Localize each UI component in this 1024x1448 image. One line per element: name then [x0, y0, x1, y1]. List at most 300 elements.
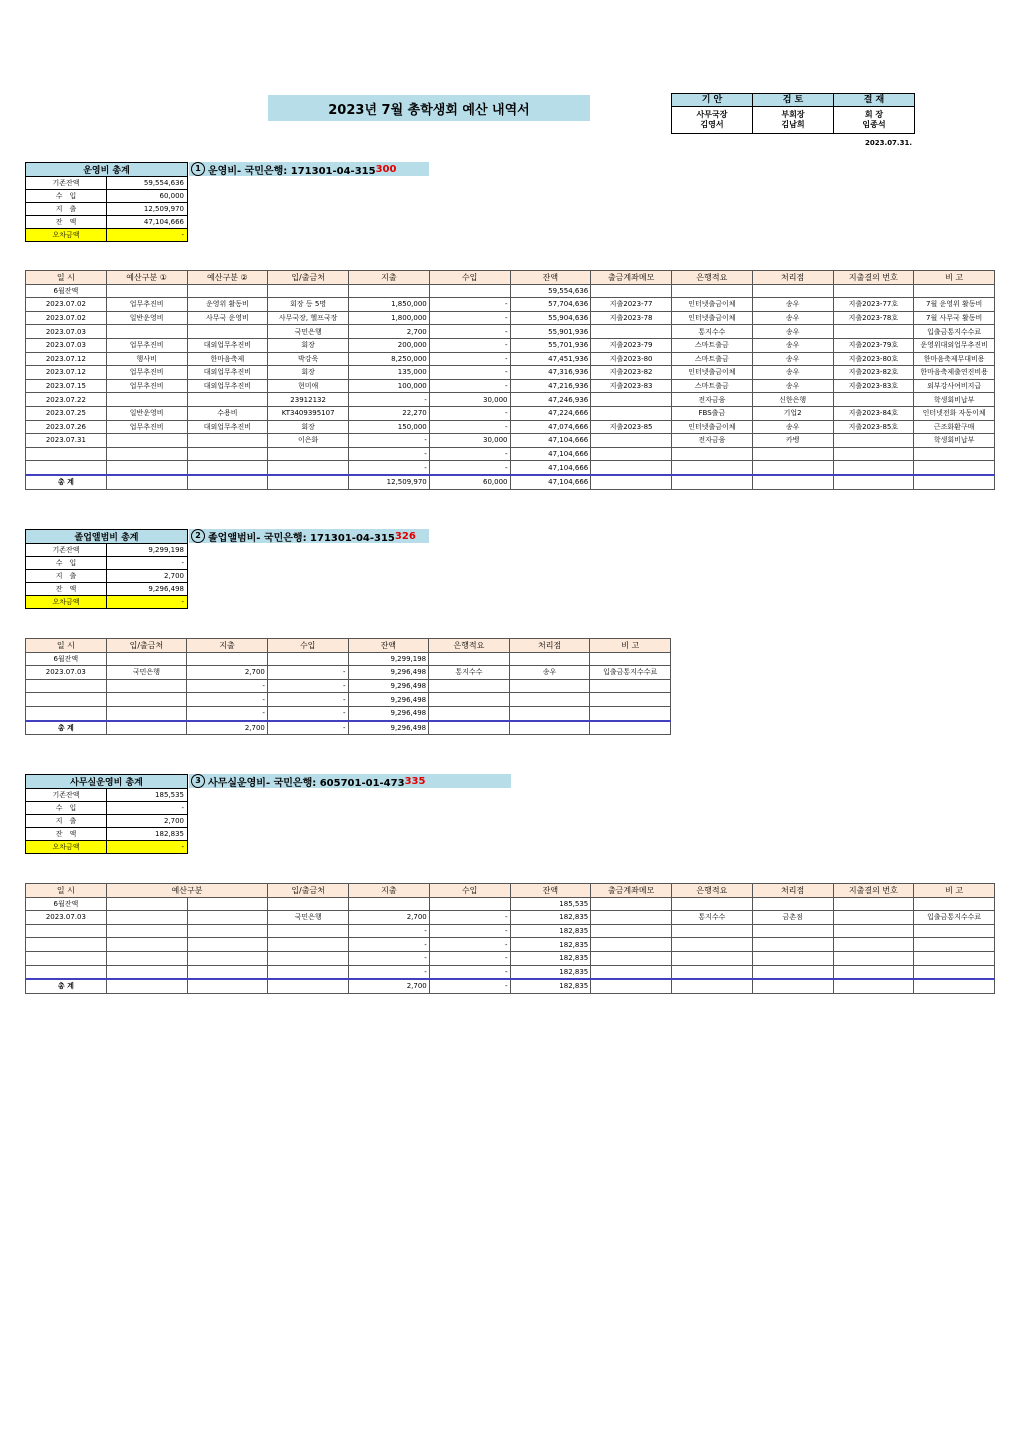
- table-cell: 전자금융: [672, 434, 753, 448]
- column-header: 비 고: [914, 884, 995, 898]
- table-row: [26, 366, 995, 380]
- summary-value: 12,509,970: [107, 203, 188, 216]
- operating-summary-table: [25, 162, 188, 242]
- table-cell: 지출2023-77호: [833, 298, 914, 312]
- table-cell: 근조화환구매: [914, 420, 995, 434]
- table-cell: 100,000: [349, 379, 430, 393]
- table-cell: [429, 897, 510, 911]
- total-row: [26, 475, 995, 489]
- table-cell: 182,835: [510, 965, 591, 979]
- table-cell: 8,250,000: [349, 352, 430, 366]
- table-cell: 업무추진비: [106, 420, 187, 434]
- table-cell: 지출2023-79: [591, 338, 672, 352]
- table-row: [26, 461, 995, 475]
- table-cell: [914, 924, 995, 938]
- table-cell: 7월 사무국 활동비: [914, 311, 995, 325]
- column-header: 출금계좌메모: [591, 884, 672, 898]
- table-cell: [509, 706, 590, 720]
- table-cell: [591, 979, 672, 993]
- table-row: [26, 379, 995, 393]
- table-cell: -: [349, 461, 430, 475]
- table-cell: -: [349, 938, 430, 952]
- table-cell: [672, 951, 753, 965]
- table-cell: -: [429, 406, 510, 420]
- table-cell: 47,074,666: [510, 420, 591, 434]
- table-cell: -: [349, 965, 430, 979]
- table-cell: [590, 693, 671, 707]
- table-cell: [349, 284, 430, 298]
- summary-label: 지 출: [26, 815, 107, 828]
- table-cell: 학생회비납부: [914, 434, 995, 448]
- table-cell: [914, 897, 995, 911]
- table-cell: 12,509,970: [349, 475, 430, 489]
- summary-label: 기존잔액: [26, 177, 107, 190]
- table-row: [26, 434, 995, 448]
- column-header: 지출: [349, 884, 430, 898]
- table-cell: 대외업무추진비: [187, 338, 268, 352]
- summary-label: 잔 액: [26, 216, 107, 229]
- table-cell: [268, 938, 349, 952]
- table-cell: 인터넷출금이체: [672, 420, 753, 434]
- table-cell: -: [429, 366, 510, 380]
- table-cell: [590, 706, 671, 720]
- table-cell: 전자금융: [672, 393, 753, 407]
- section-number: 2: [191, 529, 205, 543]
- table-cell: [509, 652, 590, 666]
- table-cell: 사무국장, 헬프국장: [268, 311, 349, 325]
- table-cell: 대외업무추진비: [187, 379, 268, 393]
- table-cell: [833, 461, 914, 475]
- table-cell: 22,270: [349, 406, 430, 420]
- table-cell: [752, 447, 833, 461]
- table-cell: 2023.07.03: [26, 325, 107, 339]
- table-cell: 6월잔액: [26, 652, 107, 666]
- table-cell: 150,000: [349, 420, 430, 434]
- table-cell: 23912132: [268, 393, 349, 407]
- table-row: [26, 706, 671, 720]
- table-cell: 9,296,498: [348, 706, 429, 720]
- table-cell: [833, 951, 914, 965]
- table-cell: [591, 406, 672, 420]
- column-header: 처리점: [752, 271, 833, 285]
- table-cell: [187, 911, 268, 925]
- table-header-row: [26, 271, 995, 285]
- table-cell: 스마트출금: [672, 338, 753, 352]
- table-cell: 운영위 활동비: [187, 298, 268, 312]
- approval-header: 결 재: [834, 94, 915, 107]
- table-cell: -: [429, 311, 510, 325]
- table-cell: -: [429, 352, 510, 366]
- column-header: 처리점: [752, 884, 833, 898]
- table-row: [26, 406, 995, 420]
- table-cell: 이은화: [268, 434, 349, 448]
- table-cell: 지출2023-84호: [833, 406, 914, 420]
- table-cell: [833, 393, 914, 407]
- table-cell: 1,850,000: [349, 298, 430, 312]
- album-ledger-table: [25, 638, 671, 735]
- table-cell: -: [429, 979, 510, 993]
- column-header: 예산구분 ②: [187, 271, 268, 285]
- table-cell: 스마트출금: [672, 352, 753, 366]
- table-cell: 182,835: [510, 911, 591, 925]
- table-header-row: [26, 639, 671, 653]
- table-cell: [187, 897, 268, 911]
- table-cell: 사무국 운영비: [187, 311, 268, 325]
- column-header: 일 시: [26, 884, 107, 898]
- table-cell: 지출2023-78: [591, 311, 672, 325]
- table-cell: [672, 938, 753, 952]
- column-header: 출금계좌메모: [591, 271, 672, 285]
- table-cell: -: [429, 951, 510, 965]
- table-row: [26, 284, 995, 298]
- table-cell: [672, 447, 753, 461]
- table-cell: 카뱅: [752, 434, 833, 448]
- table-cell: 일반운영비: [106, 311, 187, 325]
- table-cell: 6월잔액: [26, 284, 107, 298]
- table-cell: [509, 679, 590, 693]
- table-cell: [26, 706, 107, 720]
- table-cell: [590, 721, 671, 735]
- office-summary-table: [25, 774, 188, 854]
- section-heading: [189, 162, 429, 176]
- table-cell: [268, 897, 349, 911]
- table-cell: [672, 979, 753, 993]
- table-cell: [752, 284, 833, 298]
- table-cell: 2023.07.12: [26, 366, 107, 380]
- table-cell: 2023.07.25: [26, 406, 107, 420]
- table-cell: 송우: [752, 325, 833, 339]
- table-row: [26, 298, 995, 312]
- table-cell: [672, 284, 753, 298]
- account-number: 운영비- 국민은행: 171301-04-315: [208, 165, 376, 177]
- operating-ledger-table: [25, 270, 995, 490]
- table-cell: [429, 706, 510, 720]
- table-cell: [833, 979, 914, 993]
- table-cell: [591, 924, 672, 938]
- table-cell: [187, 965, 268, 979]
- table-cell: [106, 652, 187, 666]
- table-cell: -: [267, 666, 348, 680]
- table-cell: 신한은행: [752, 393, 833, 407]
- table-cell: -: [267, 721, 348, 735]
- table-cell: -: [429, 911, 510, 925]
- table-row: [26, 951, 995, 965]
- table-cell: [591, 965, 672, 979]
- table-cell: [752, 951, 833, 965]
- table-cell: 60,000: [429, 475, 510, 489]
- table-cell: 송우: [509, 666, 590, 680]
- table-cell: 2023.07.26: [26, 420, 107, 434]
- table-cell: 47,316,936: [510, 366, 591, 380]
- table-cell: [106, 461, 187, 475]
- column-header: 입/출금처: [268, 271, 349, 285]
- table-header-row: [26, 884, 995, 898]
- summary-value: -: [107, 596, 188, 609]
- table-cell: 한마음축제무대비용: [914, 352, 995, 366]
- summary-value: -: [107, 802, 188, 815]
- table-cell: 2023.07.03: [26, 911, 107, 925]
- column-header: 예산구분: [106, 884, 268, 898]
- column-header: 지출: [349, 271, 430, 285]
- table-cell: 6월잔액: [26, 897, 107, 911]
- table-cell: [26, 965, 107, 979]
- column-header: 은행적요: [429, 639, 510, 653]
- table-cell: 185,535: [510, 897, 591, 911]
- table-cell: 9,296,498: [348, 666, 429, 680]
- column-header: 예산구분 ①: [106, 271, 187, 285]
- column-header: 수입: [429, 271, 510, 285]
- table-cell: 47,104,666: [510, 461, 591, 475]
- table-cell: [590, 652, 671, 666]
- table-cell: 지출2023-77: [591, 298, 672, 312]
- table-row: [26, 965, 995, 979]
- table-cell: 200,000: [349, 338, 430, 352]
- total-row: [26, 979, 995, 993]
- account-suffix: 300: [375, 163, 397, 175]
- table-cell: [429, 721, 510, 735]
- summary-label: 지 출: [26, 570, 107, 583]
- column-header: 입/출금처: [268, 884, 349, 898]
- column-header: 지출결의 번호: [833, 884, 914, 898]
- approval-signer: 부회장 김남희: [753, 107, 834, 134]
- table-cell: [752, 475, 833, 489]
- table-cell: 송우: [752, 298, 833, 312]
- table-cell: [26, 938, 107, 952]
- table-cell: -: [349, 434, 430, 448]
- summary-label: 지 출: [26, 203, 107, 216]
- table-cell: [833, 924, 914, 938]
- table-cell: 입출금통지수수료: [914, 911, 995, 925]
- summary-value: -: [107, 557, 188, 570]
- table-cell: 2023.07.15: [26, 379, 107, 393]
- table-cell: 9,296,498: [348, 679, 429, 693]
- table-cell: 지출2023-83: [591, 379, 672, 393]
- section-number: 3: [191, 774, 205, 788]
- table-cell: [591, 434, 672, 448]
- table-cell: [106, 284, 187, 298]
- table-cell: 135,000: [349, 366, 430, 380]
- table-cell: [672, 897, 753, 911]
- table-row: [26, 666, 671, 680]
- column-header: 은행적요: [672, 884, 753, 898]
- table-cell: -: [429, 965, 510, 979]
- table-cell: [187, 434, 268, 448]
- column-header: 수입: [429, 884, 510, 898]
- table-cell: [591, 393, 672, 407]
- table-cell: 2023.07.02: [26, 311, 107, 325]
- table-cell: -: [187, 706, 268, 720]
- summary-value: 9,299,198: [107, 544, 188, 557]
- table-cell: [106, 924, 187, 938]
- column-header: 처리점: [509, 639, 590, 653]
- table-cell: [914, 951, 995, 965]
- table-cell: [26, 461, 107, 475]
- table-cell: [268, 461, 349, 475]
- table-cell: [106, 393, 187, 407]
- table-row: [26, 325, 995, 339]
- table-cell: [752, 965, 833, 979]
- table-cell: [106, 706, 187, 720]
- column-header: 잔액: [510, 884, 591, 898]
- table-cell: -: [429, 325, 510, 339]
- table-cell: 회장: [268, 338, 349, 352]
- summary-label: 오차금액: [26, 596, 107, 609]
- table-cell: 기업2: [752, 406, 833, 420]
- table-cell: [833, 447, 914, 461]
- table-cell: 인터넷출금이체: [672, 311, 753, 325]
- table-cell: 47,104,666: [510, 434, 591, 448]
- table-cell: 30,000: [429, 434, 510, 448]
- table-cell: 55,904,636: [510, 311, 591, 325]
- section-heading: [189, 774, 511, 788]
- table-cell: [187, 325, 268, 339]
- table-cell: [591, 284, 672, 298]
- table-cell: 182,835: [510, 951, 591, 965]
- table-cell: [268, 924, 349, 938]
- table-cell: [914, 475, 995, 489]
- table-cell: 행사비: [106, 352, 187, 366]
- summary-label: 잔 액: [26, 828, 107, 841]
- summary-title: 운영비 총계: [26, 163, 188, 177]
- table-cell: 9,296,498: [348, 693, 429, 707]
- table-cell: 송우: [752, 420, 833, 434]
- column-header: 일 시: [26, 271, 107, 285]
- table-cell: 입출금통지수수료: [590, 666, 671, 680]
- column-header: 입/출금처: [106, 639, 187, 653]
- table-cell: [833, 897, 914, 911]
- table-cell: [106, 951, 187, 965]
- table-cell: -: [429, 420, 510, 434]
- table-cell: 총 계: [26, 721, 107, 735]
- table-cell: [268, 475, 349, 489]
- table-cell: 지출2023-79호: [833, 338, 914, 352]
- table-cell: [187, 393, 268, 407]
- table-cell: [187, 652, 268, 666]
- table-cell: 지출2023-80: [591, 352, 672, 366]
- table-cell: 2,700: [349, 979, 430, 993]
- table-cell: -: [267, 706, 348, 720]
- table-cell: 47,104,666: [510, 447, 591, 461]
- table-cell: [591, 951, 672, 965]
- table-cell: -: [349, 951, 430, 965]
- table-cell: [429, 693, 510, 707]
- table-cell: -: [429, 298, 510, 312]
- table-cell: [106, 434, 187, 448]
- table-cell: 통지수수: [672, 911, 753, 925]
- table-cell: -: [429, 379, 510, 393]
- column-header: 비 고: [914, 271, 995, 285]
- table-cell: [752, 924, 833, 938]
- table-cell: [672, 475, 753, 489]
- summary-value: 9,296,498: [107, 583, 188, 596]
- table-cell: [26, 447, 107, 461]
- table-cell: [752, 938, 833, 952]
- table-cell: [187, 475, 268, 489]
- summary-value: 2,700: [107, 570, 188, 583]
- table-cell: 182,835: [510, 938, 591, 952]
- section-number: 1: [191, 162, 205, 176]
- table-cell: [833, 434, 914, 448]
- table-cell: [833, 284, 914, 298]
- table-cell: [591, 325, 672, 339]
- table-cell: [509, 721, 590, 735]
- table-cell: -: [429, 338, 510, 352]
- table-cell: 지출2023-85호: [833, 420, 914, 434]
- table-cell: 2023.07.12: [26, 352, 107, 366]
- table-cell: 지출2023-82호: [833, 366, 914, 380]
- table-cell: 국민은행: [106, 666, 187, 680]
- table-row: [26, 938, 995, 952]
- table-cell: -: [429, 924, 510, 938]
- table-cell: 송우: [752, 352, 833, 366]
- table-row: [26, 911, 995, 925]
- table-cell: [752, 461, 833, 475]
- table-cell: 현미애: [268, 379, 349, 393]
- summary-title: 사무실운영비 총계: [26, 775, 188, 789]
- album-summary-table: [25, 529, 188, 609]
- table-cell: [833, 965, 914, 979]
- table-cell: [590, 679, 671, 693]
- table-cell: [268, 447, 349, 461]
- page-title: 2023년 7월 총학생회 예산 내역서: [268, 95, 590, 121]
- column-header: 지출결의 번호: [833, 271, 914, 285]
- table-cell: [106, 475, 187, 489]
- account-number: 사무실운영비- 국민은행: 605701-01-473: [208, 777, 405, 789]
- table-cell: 2023.07.03: [26, 338, 107, 352]
- table-cell: [106, 979, 187, 993]
- table-cell: [672, 965, 753, 979]
- table-cell: [591, 897, 672, 911]
- approval-box: [671, 93, 915, 134]
- approval-header: 검 토: [753, 94, 834, 107]
- table-row: [26, 447, 995, 461]
- table-cell: 2,700: [187, 666, 268, 680]
- total-row: [26, 721, 671, 735]
- table-cell: 9,296,498: [348, 721, 429, 735]
- table-cell: 47,104,666: [510, 475, 591, 489]
- table-cell: 지출2023-80호: [833, 352, 914, 366]
- summary-title: 졸업앨범비 총계: [26, 530, 188, 544]
- table-cell: [833, 911, 914, 925]
- table-cell: 회장: [268, 420, 349, 434]
- table-cell: [914, 938, 995, 952]
- table-cell: 지출2023-82: [591, 366, 672, 380]
- table-cell: [106, 679, 187, 693]
- table-cell: -: [349, 393, 430, 407]
- approval-header: 기 안: [672, 94, 753, 107]
- table-cell: 송우: [752, 311, 833, 325]
- column-header: 은행적요: [672, 271, 753, 285]
- table-cell: -: [187, 693, 268, 707]
- table-cell: [268, 965, 349, 979]
- table-cell: [672, 461, 753, 475]
- table-cell: [26, 924, 107, 938]
- table-cell: [106, 897, 187, 911]
- table-cell: [26, 951, 107, 965]
- table-cell: [187, 447, 268, 461]
- table-cell: [187, 938, 268, 952]
- summary-value: 2,700: [107, 815, 188, 828]
- column-header: 일 시: [26, 639, 107, 653]
- table-cell: -: [429, 461, 510, 475]
- approval-signer: 사무국장 김영서: [672, 107, 753, 134]
- summary-value: 182,835: [107, 828, 188, 841]
- column-header: 수입: [267, 639, 348, 653]
- table-cell: [267, 652, 348, 666]
- account-suffix: 326: [394, 530, 416, 542]
- table-cell: 인터넷출금이체: [672, 298, 753, 312]
- table-row: [26, 352, 995, 366]
